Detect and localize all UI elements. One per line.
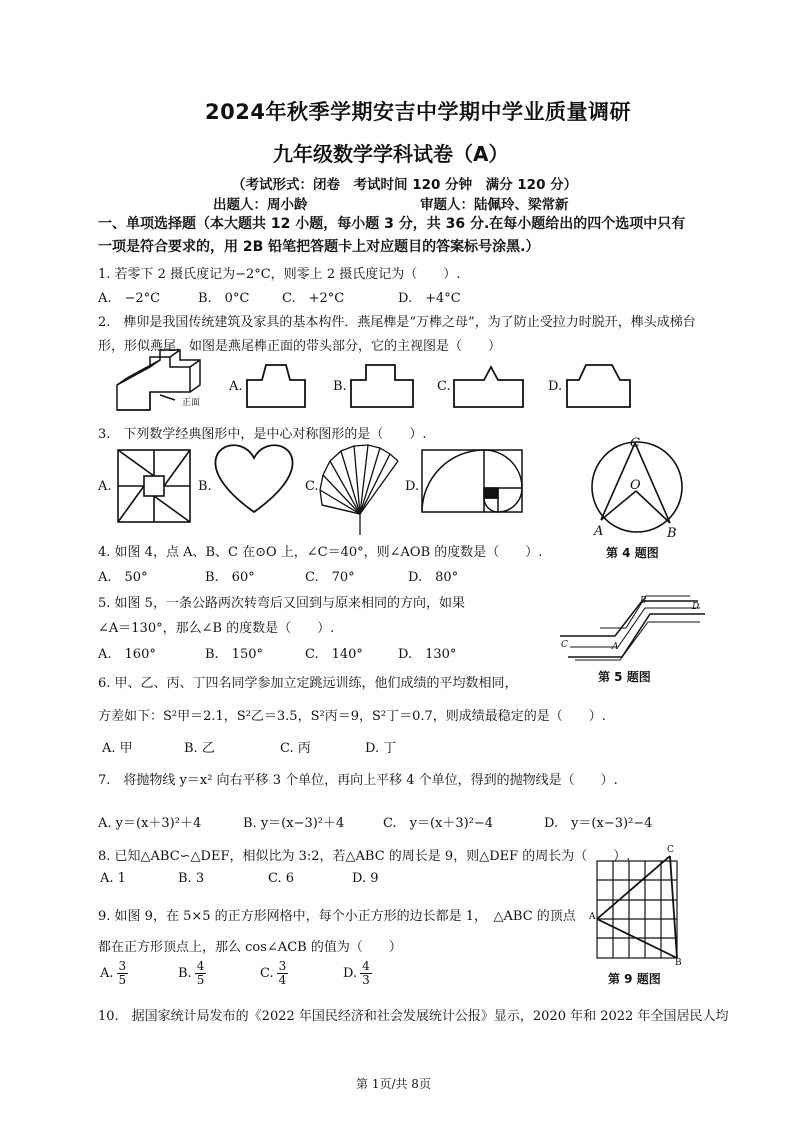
q5-option-c: C. 140° [305, 647, 363, 662]
q5-option-a: A. 160° [98, 647, 156, 662]
q7-stem: 7. 将抛物线 y＝x² 向右平移 3 个单位，再向上平移 4 个单位，得到的抛物线是（ ）. [98, 773, 618, 788]
q2-option-b: B. [333, 379, 347, 394]
q3-option-b: B. [198, 479, 212, 494]
q6-stem-line1: 6. 甲、乙、丙、丁四名同学参加立定跳远训练，他们成绩的平均数相同， [98, 676, 518, 691]
q3-option-c: C. [305, 479, 319, 494]
q9-option-a-numerator: 3 [118, 959, 127, 973]
q9-option-d-denominator: 3 [362, 973, 370, 987]
q5-option-d: D. 130° [398, 647, 457, 662]
q2-stem-line1: 2. 榫卯是我国传统建筑及家具的基本构件．燕尾榫是“万榫之母”，为了防止受拉力时脱开，榫头成梯台 [98, 315, 696, 330]
exam-author: 出题人：周小龄 [213, 197, 308, 213]
q9-option-a [100, 960, 128, 987]
q8-option-d: D. 9 [352, 871, 379, 886]
q4-option-b: B. 60° [205, 570, 255, 585]
q9-option-c [260, 960, 288, 987]
q9-label-a: A [589, 912, 596, 922]
q5-label-c: C [561, 640, 568, 650]
q8-option-a: A. 1 [100, 871, 126, 886]
q9-caption: 第 9 题图 [608, 972, 661, 986]
q3-stem: 3. 下列数学经典图形中，是中心对称图形的是（ ）. [98, 427, 427, 442]
q2-option-a: A. [229, 379, 243, 394]
q3-option-d: D. [405, 479, 420, 494]
q4-stem: 4. 如图 4，点 A、B、C 在⊙O 上，∠C＝40°，则∠AOB 的度数是（ ）. [98, 545, 543, 560]
q5-stem-line1: 5. 如图 5，一条公路两次转弯后又回到与原来相同的方向，如果 [98, 596, 465, 611]
q6-option-d: D. 丁 [365, 741, 397, 756]
exam-info: （考试形式：闭卷 考试时间 120 分钟 满分 120 分） [232, 177, 578, 193]
q9-option-b-denominator: 5 [196, 973, 205, 987]
q7-option-c: C. y＝(x＋3)²−4 [383, 816, 494, 831]
q9-option-c-denominator: 4 [278, 973, 287, 987]
q4-label-b: B [667, 526, 677, 541]
q5-caption: 第 5 题图 [598, 670, 651, 684]
q4-option-a: A. 50° [98, 570, 148, 585]
q9-option-d-letter: D. [343, 966, 358, 981]
q4-option-d: D. 80° [408, 570, 459, 585]
q10-stem-line1: 10. 据国家统计局发布的《2022 年国民经济和社会发展统计公报》显示，2020 年和 2022 年全国居民人均 [98, 1009, 729, 1024]
q2-option-c: C. [437, 379, 451, 394]
q2-front-label: 正面 [182, 398, 201, 408]
q4-label-o: O [630, 478, 641, 493]
q5-stem-line2: ∠A＝130°，那么∠B 的度数是（ ）. [98, 621, 335, 636]
q9-option-d-numerator: 4 [362, 959, 370, 973]
q9-option-c-numerator: 3 [278, 959, 287, 973]
q2-option-d: D. [548, 379, 563, 394]
q9-option-a-letter: A. [100, 966, 114, 981]
q1-stem: 1. 若零下 2 摄氏度记为−2°C，则零上 2 摄氏度记为（ ）. [98, 267, 461, 282]
q9-option-b-letter: B. [178, 966, 192, 981]
q4-label-a: A [594, 524, 604, 539]
q5-option-b: B. 150° [205, 647, 263, 662]
q7-option-d: D. y＝(x−3)²−4 [544, 816, 653, 831]
q9-label-c: C [667, 845, 674, 855]
q4-caption: 第 4 题图 [606, 546, 659, 560]
q6-option-b: B. 乙 [184, 741, 215, 756]
q9-stem-line2: 都在正方形顶点上，那么 cos∠ACB 的值为（ ） [98, 940, 402, 955]
q4-label-c: C [630, 436, 640, 451]
q5-label-d: D [692, 602, 700, 612]
q6-option-a: A. 甲 [102, 741, 133, 756]
q9-option-c-letter: C. [260, 966, 274, 981]
q3-option-a: A. [98, 479, 112, 494]
q9-option-a-denominator: 5 [118, 973, 127, 987]
q1-option-b: B. 0°C [198, 291, 250, 306]
section-heading-line1: 一、单项选择题（本大题共 12 小题，每小题 3 分，共 36 分.在每小题给出的四个选项中只有 [98, 216, 686, 232]
exam-reviewer: 审题人：陆佩玲、梁常新 [420, 197, 569, 213]
exam-subtitle: 九年级数学学科试卷（A） [273, 142, 509, 166]
q1-option-a: A. −2°C [98, 291, 161, 306]
q9-stem-line1: 9. 如图 9，在 5×5 的正方形网格中，每个小正方形的边长都是 1， △ABC 的顶点 [98, 909, 576, 924]
q1-option-c: C. +2°C [282, 291, 345, 306]
q7-option-a: A. y＝(x＋3)²＋4 [98, 816, 202, 831]
q5-label-a: A [612, 642, 619, 652]
q1-option-d: D. +4°C [398, 291, 461, 306]
exam-title: 2024年秋季学期安吉中学期中学业质量调研 [205, 100, 631, 124]
q9-option-b [178, 960, 206, 987]
q8-stem: 8. 已知△ABC∽△DEF，相似比为 3:2，若△ABC 的周长是 9，则△DEF 的周长为（ ）. [98, 849, 631, 864]
q4-option-c: C. 70° [305, 570, 355, 585]
q8-option-c: C. 6 [268, 871, 295, 886]
q8-option-b: B. 3 [178, 871, 205, 886]
page-number: 第 1页/共 8页 [356, 1077, 431, 1091]
q6-stem-line2: 方差如下：S²甲＝2.1，S²乙＝3.5，S²丙＝9，S²丁＝0.7，则成绩最稳定的是（ ）. [98, 709, 606, 724]
q5-label-b: B [640, 596, 647, 606]
q7-option-b: B. y＝(x−3)²＋4 [243, 816, 345, 831]
q9-label-b: B [675, 958, 682, 968]
section-heading-line2: 一项是符合要求的，用 2B 铅笔把答题卡上对应题目的答案标号涂黑.） [98, 239, 540, 255]
q2-stem-line2: 形，形似燕尾，如图是燕尾榫正面的带头部分，它的主视图是（ ） [98, 339, 502, 354]
q6-option-c: C. 丙 [280, 741, 311, 756]
q9-option-b-numerator: 4 [196, 959, 205, 973]
q9-option-d [343, 960, 372, 987]
